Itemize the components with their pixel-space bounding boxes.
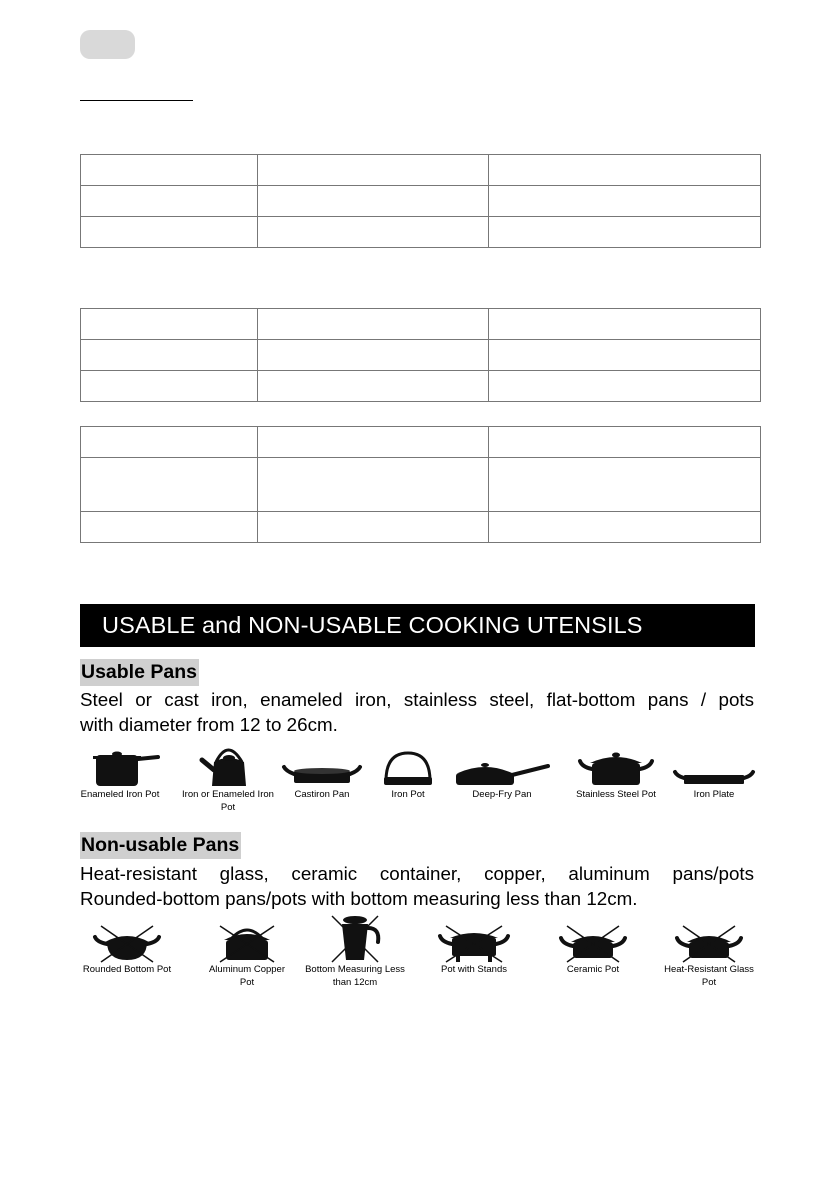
glass-pot-crossed-icon [667, 924, 751, 964]
table-row [81, 155, 761, 186]
kettle-icon [198, 742, 258, 789]
small-bottom-pot-crossed-icon [320, 912, 390, 964]
utensil-castiron-pan [280, 747, 364, 802]
utensil-caption: Iron Pot [391, 789, 425, 800]
table-row [81, 458, 761, 512]
utensil-caption: Rounded Bottom Pot [82, 964, 172, 975]
iron-pot-icon [376, 747, 440, 789]
description-line: Rounded-bottom pans/pots with bottom measuring less than 12cm. [80, 888, 638, 909]
utensil-aluminum-copper-pot [202, 924, 292, 989]
description-line: Heat-resistant glass, ceramic container, copper, aluminum pans/pots [80, 863, 754, 884]
page-number-tab [80, 30, 135, 59]
utensil-caption: Enameled Iron Pot [80, 789, 160, 800]
utensil-caption: Stainless Steel Pot [576, 789, 656, 800]
utensil-caption: Iron Plate [693, 789, 735, 800]
table-row [81, 186, 761, 217]
utensil-stainless-steel-pot [566, 747, 666, 802]
usable-pans-description [80, 687, 754, 737]
utensil-small-bottom-pot [300, 912, 410, 989]
utensil-caption: Ceramic Pot [566, 964, 620, 975]
utensil-iron-plate [672, 747, 756, 802]
spec-table-3 [80, 426, 761, 543]
utensil-ceramic-pot [550, 924, 636, 977]
utensil-caption: Pot with Stands [440, 964, 507, 975]
table-row [81, 427, 761, 458]
description-line: Steel or cast iron, enameled iron, stainless steel, flat-bottom pans / pots [80, 689, 754, 710]
deep-fry-pan-icon [452, 747, 552, 789]
utensil-glass-pot [664, 924, 754, 989]
utensil-deep-fry-pan [452, 747, 552, 802]
utensil-caption: Bottom Measuring Less than 12cm [305, 964, 405, 988]
stainless-steel-pot-icon [574, 747, 658, 789]
aluminum-copper-pot-crossed-icon [212, 924, 282, 964]
table-row [81, 309, 761, 340]
castiron-pan-icon [280, 747, 364, 789]
spec-table-2 [80, 308, 761, 402]
utensil-iron-pot [376, 747, 440, 802]
table-row [81, 340, 761, 371]
utensil-kettle [180, 742, 276, 814]
table-row [81, 371, 761, 402]
utensil-caption: Aluminum Copper Pot [208, 964, 286, 988]
table-row [81, 512, 761, 543]
nonusable-pans-description [80, 861, 754, 911]
rounded-bottom-pot-crossed-icon [85, 924, 169, 964]
spec-table-1 [80, 154, 761, 248]
utensil-enameled-iron-pot [80, 747, 160, 802]
ceramic-pot-crossed-icon [551, 924, 635, 964]
pot-with-stands-crossed-icon [432, 924, 516, 964]
utensil-pot-with-stands [426, 924, 522, 977]
usable-pans-label: Usable Pans [80, 659, 199, 686]
utensil-caption: Iron or Enameled Iron Pot [182, 789, 274, 813]
utensil-caption: Heat-Resistant Glass Pot [664, 964, 754, 988]
iron-plate-icon [672, 747, 756, 789]
utensil-caption: Castiron Pan [294, 789, 350, 800]
table-row [81, 217, 761, 248]
utensil-rounded-bottom-pot [80, 924, 174, 977]
enameled-iron-pot-icon [80, 747, 160, 789]
section-heading-underline [80, 100, 193, 101]
utensil-caption: Deep-Fry Pan [472, 789, 532, 800]
nonusable-pans-label: Non-usable Pans [80, 832, 241, 859]
utensils-banner: USABLE and NON-USABLE COOKING UTENSILS [80, 604, 755, 647]
description-line: with diameter from 12 to 26cm. [80, 714, 338, 735]
